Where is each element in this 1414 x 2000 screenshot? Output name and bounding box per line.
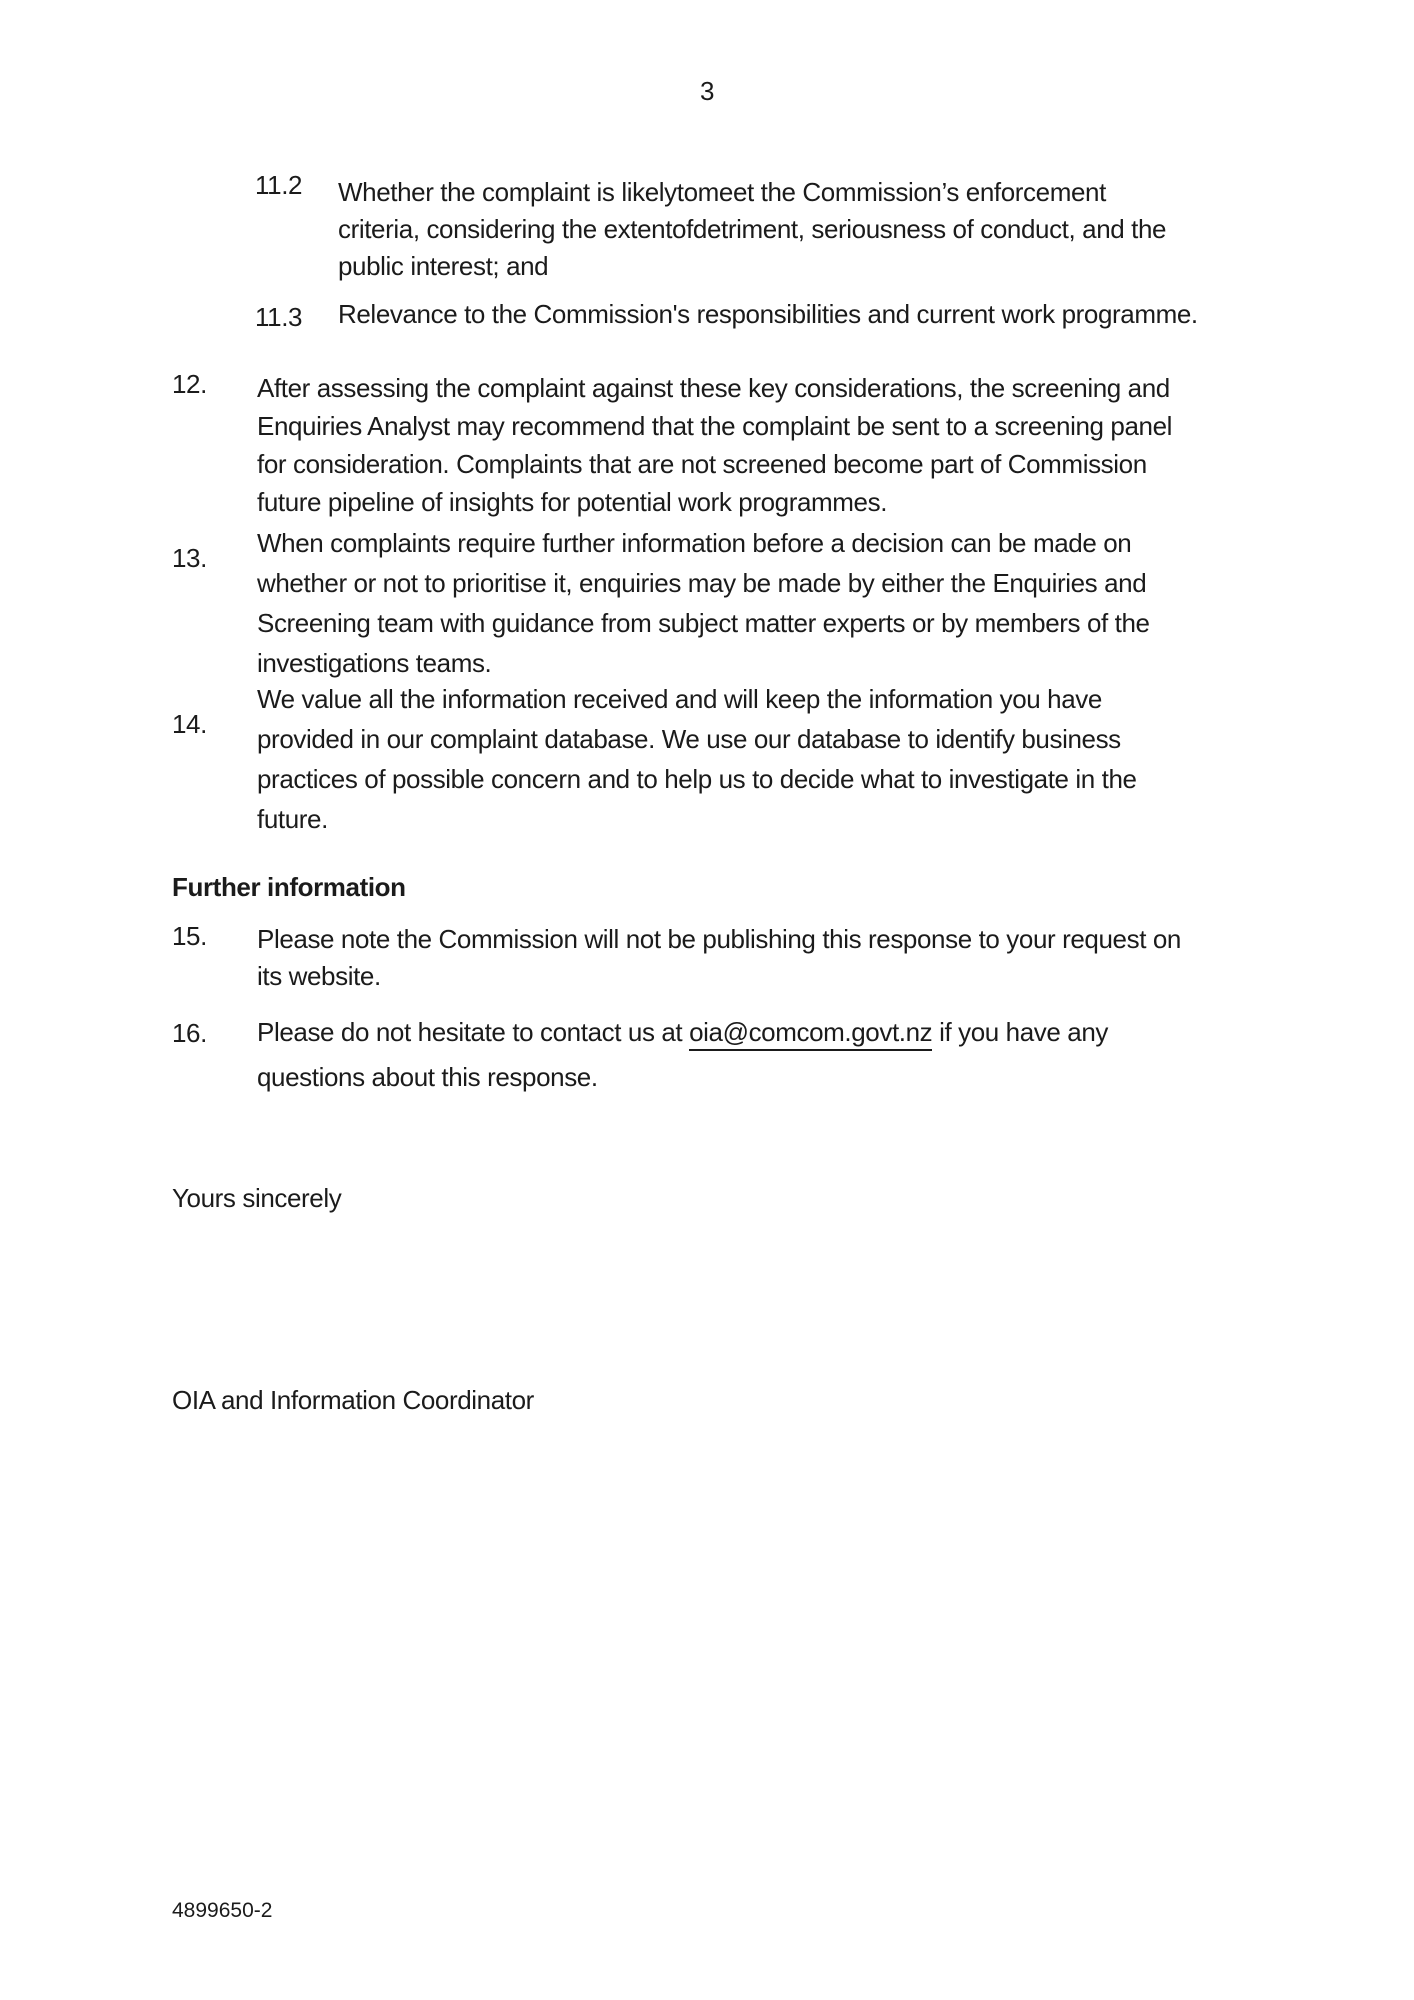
list-item-16 <box>0 1014 1414 1096</box>
text-line: Relevance to the Commission's responsibilities and current work programme. <box>338 299 1198 329</box>
text-line: provided in our complaint database. We use our database to identify business <box>257 724 1121 754</box>
text-line: Whether the complaint is likelytomeet the Commission’s enforcement <box>338 177 1106 207</box>
item-text <box>257 523 1414 683</box>
text-line: questions about this response. <box>257 1062 598 1092</box>
page-number: 3 <box>699 76 715 106</box>
contact-text-suffix: if you have any <box>932 1017 1108 1047</box>
text-line: whether or not to prioritise it, enquiries may be made by either the Enquiries and <box>257 568 1147 598</box>
item-text <box>257 369 1414 521</box>
text-line: its website. <box>257 961 381 991</box>
text-line: future pipeline of insights for potential work programmes. <box>257 487 888 517</box>
text-line: We value all the information received and will keep the information you have <box>257 684 1102 714</box>
list-item-15 <box>0 921 1414 995</box>
list-item-11-2 <box>0 170 1414 285</box>
signature-role: OIA and Information Coordinator <box>172 1385 534 1415</box>
text-line: When complaints require further information before a decision can be made on <box>257 528 1132 558</box>
section-heading: Further information <box>172 872 406 902</box>
item-text <box>257 1014 1414 1096</box>
item-number: 15. <box>172 921 207 951</box>
list-item-14 <box>0 679 1414 839</box>
item-number: 11.3 <box>255 302 303 332</box>
item-number: 12. <box>172 369 207 399</box>
contact-text-prefix: Please do not hesitate to contact us at <box>257 1017 690 1047</box>
item-text <box>257 679 1414 839</box>
list-item-12 <box>0 369 1414 521</box>
closing-salutation: Yours sincerely <box>172 1183 342 1213</box>
text-line <box>257 1014 1414 1051</box>
item-number: 16. <box>172 1018 207 1048</box>
item-text <box>338 174 1414 285</box>
text-line: for consideration. Complaints that are not screened become part of Commission <box>257 449 1147 479</box>
item-number: 13. <box>172 543 207 573</box>
text-line: Please note the Commission will not be publishing this response to your request on <box>257 924 1181 954</box>
item-number: 14. <box>172 709 207 739</box>
item-text <box>338 296 1414 333</box>
item-text <box>257 921 1414 995</box>
text-line: future. <box>257 804 328 834</box>
list-item-11-3 <box>0 296 1414 333</box>
text-line: criteria, considering the extentofdetriment, seriousness of conduct, and the <box>338 214 1167 244</box>
text-line: Screening team with guidance from subject matter experts or by members of the <box>257 608 1150 638</box>
text-line: After assessing the complaint against these key considerations, the screening and <box>257 373 1170 403</box>
text-line: practices of possible concern and to help us to decide what to investigate in the <box>257 764 1137 794</box>
footer-reference: 4899650-2 <box>172 1899 273 1922</box>
list-item-13 <box>0 523 1414 683</box>
text-line: Enquiries Analyst may recommend that the complaint be sent to a screening panel <box>257 411 1173 441</box>
email-link[interactable]: oia@comcom.govt.nz <box>689 1017 932 1051</box>
item-number: 11.2 <box>255 170 303 200</box>
text-line: investigations teams. <box>257 648 492 678</box>
text-line: public interest; and <box>338 251 549 281</box>
